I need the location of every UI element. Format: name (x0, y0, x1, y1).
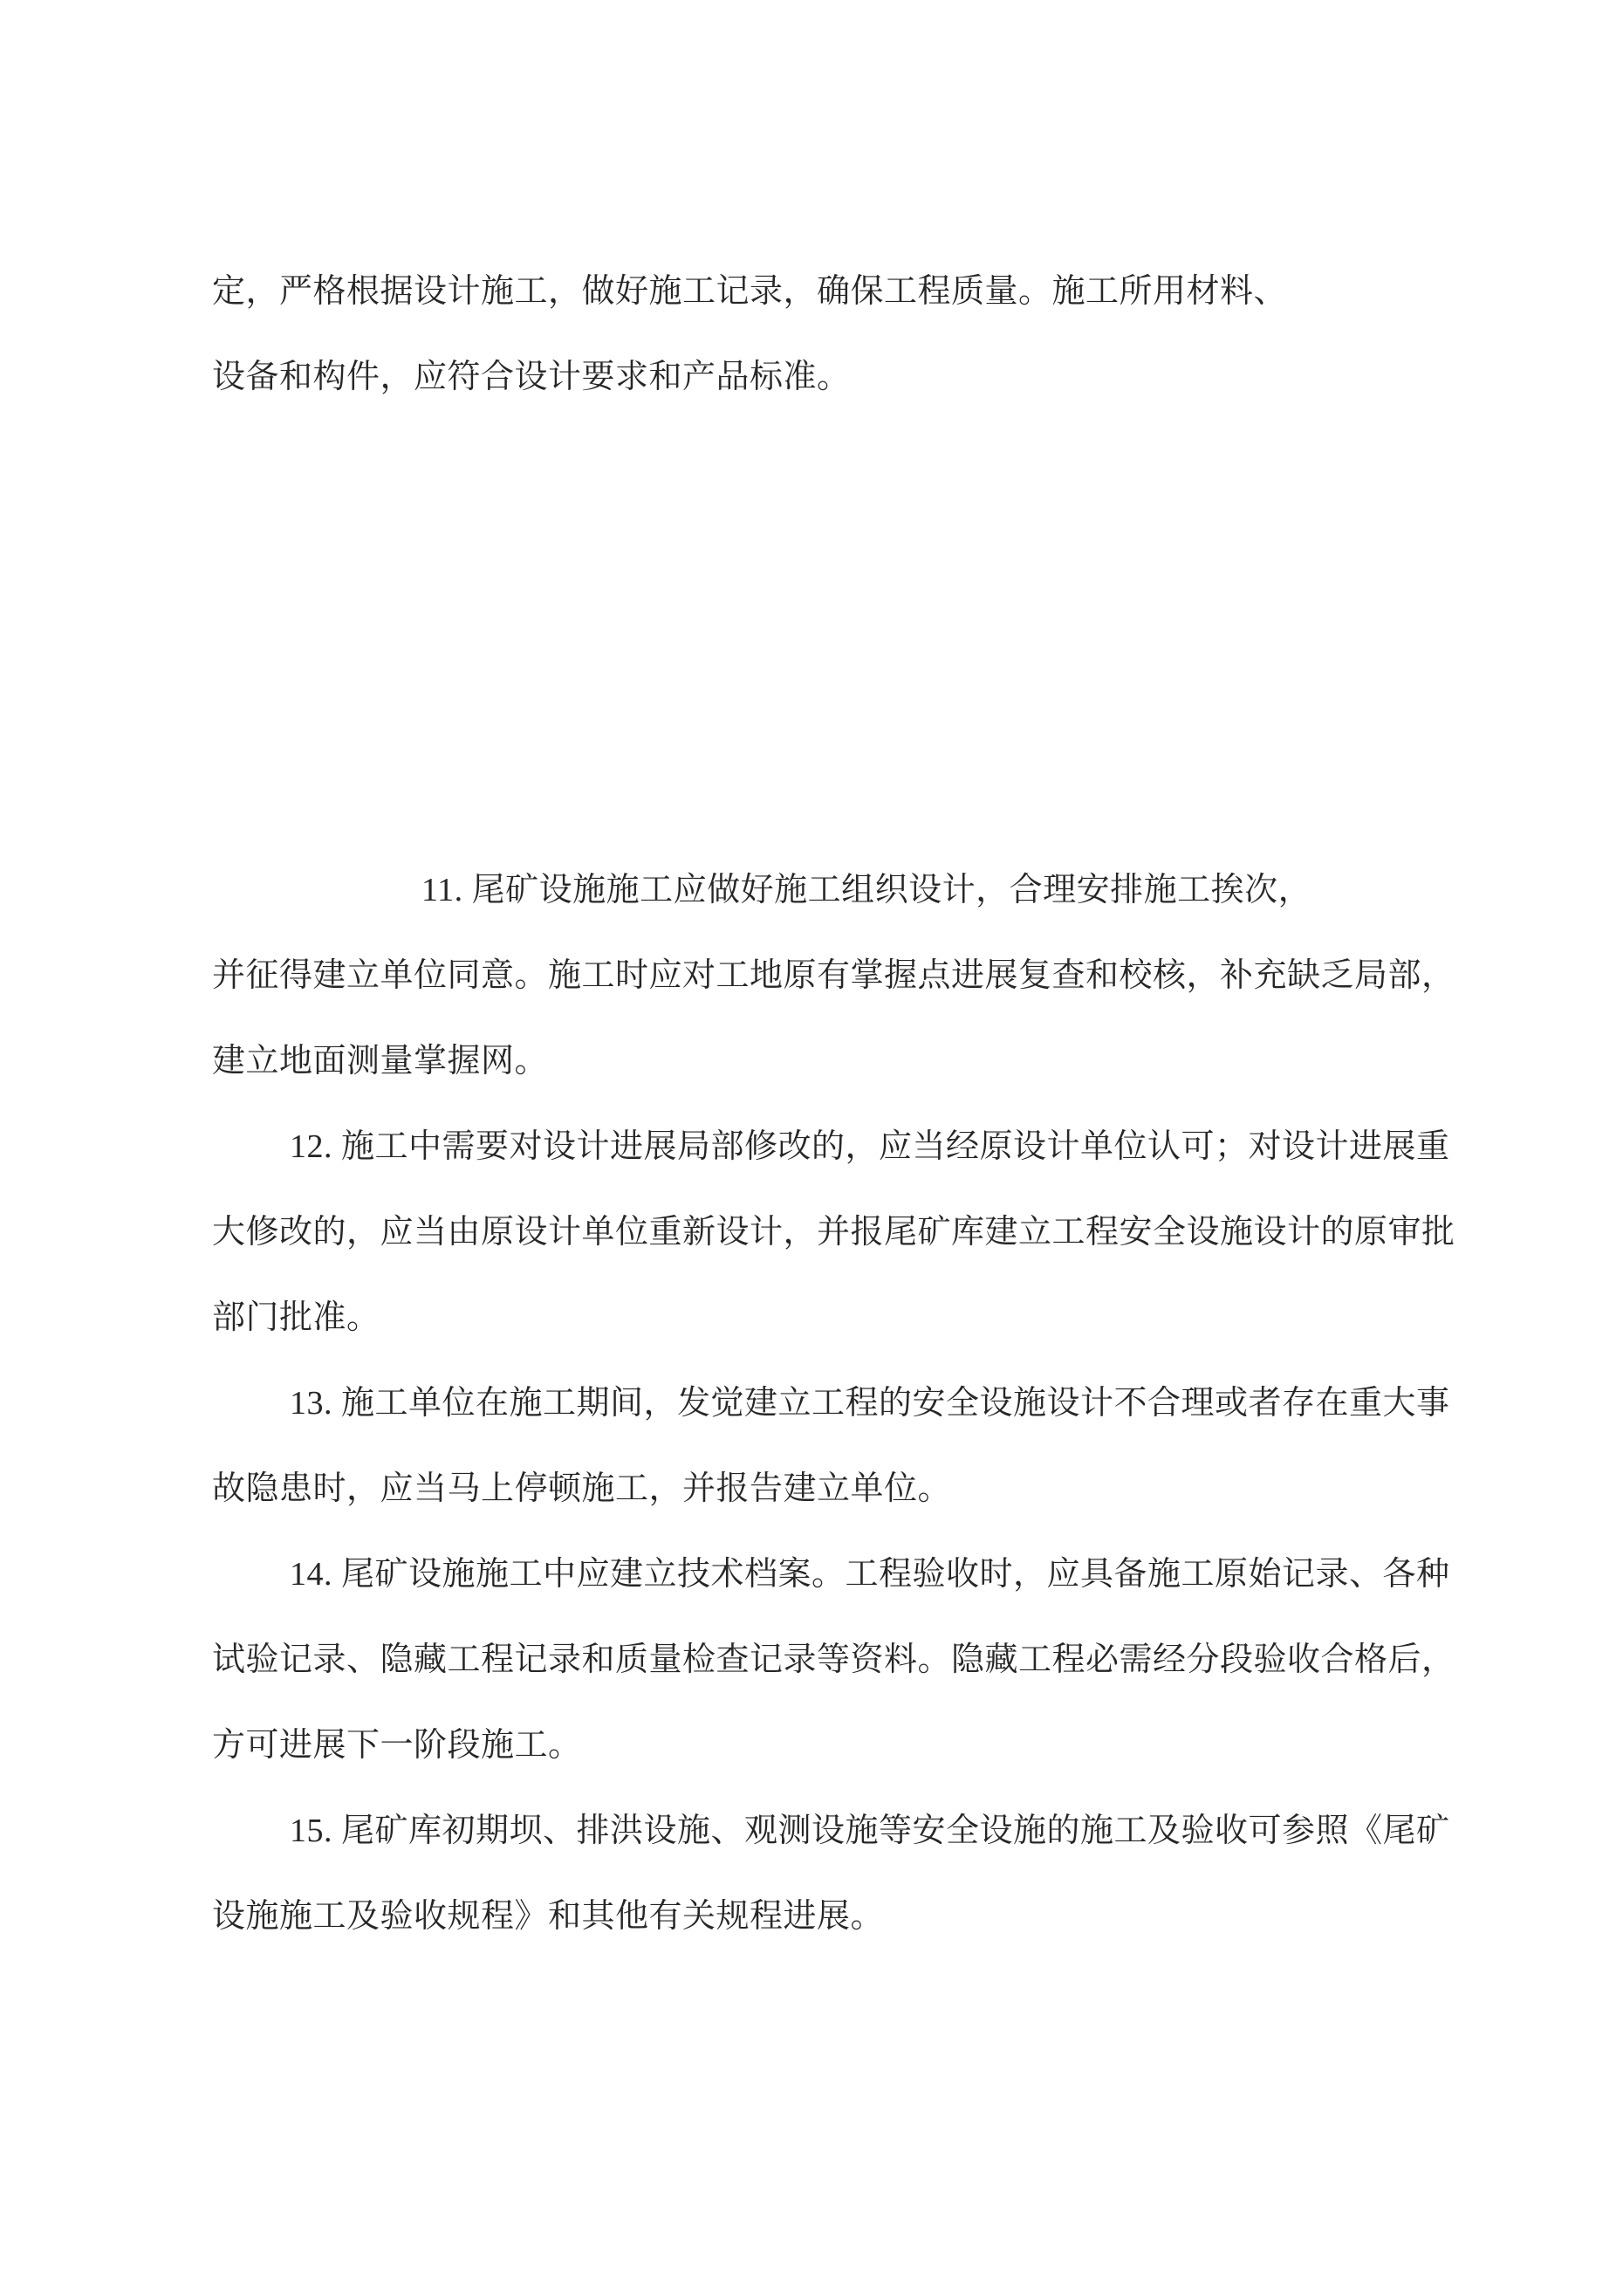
text-line: 建立地面测量掌握网。 (212, 1043, 549, 1079)
blank-gap (212, 420, 1451, 847)
text-line: 并征得建立单位同意。施工时应对工地原有掌握点进展复查和校核，补充缺乏局部， (212, 957, 1455, 994)
text-line: 设施施工及验收规程》和其他有关规程进展。 (212, 1898, 885, 1935)
text-block (212, 249, 1455, 1959)
text-line: 方可进展下一阶段施工。 (212, 1727, 582, 1764)
text-line: 12. 施工中需要对设计进展局部修改的，应当经原设计单位认可；对设计进展重 (290, 1128, 1450, 1165)
text-line: 15. 尾矿库初期坝、排洪设施、观测设施等安全设施的施工及验收可参照《尾矿 (290, 1813, 1450, 1849)
text-line: 13. 施工单位在施工期间，发觉建立工程的安全设施设计不合理或者存在重大事 (290, 1385, 1450, 1422)
text-line: 试验记录、隐藏工程记录和质量检查记录等资料。隐藏工程必需经分段验收合格后， (212, 1641, 1455, 1678)
text-line: 定，严格根据设计施工，做好施工记录，确保工程质量。施工所用材料、 (212, 273, 1288, 310)
text-line: 11. 尾矿设施施工应做好施工组织设计，合理安排施工挨次， (421, 872, 1312, 908)
text-line: 部门批准。 (212, 1299, 380, 1336)
text-line: 故隐患时，应当马上停顿施工，并报告建立单位。 (212, 1470, 952, 1507)
text-line: 设备和构件，应符合设计要求和产品标准。 (212, 359, 851, 395)
text-line: 14. 尾矿设施施工中应建立技术档案。工程验收时，应具备施工原始记录、各种 (290, 1556, 1450, 1593)
text-line: 大修改的，应当由原设计单位重新设计，并报尾矿库建立工程安全设施设计的原审批 (212, 1214, 1455, 1251)
